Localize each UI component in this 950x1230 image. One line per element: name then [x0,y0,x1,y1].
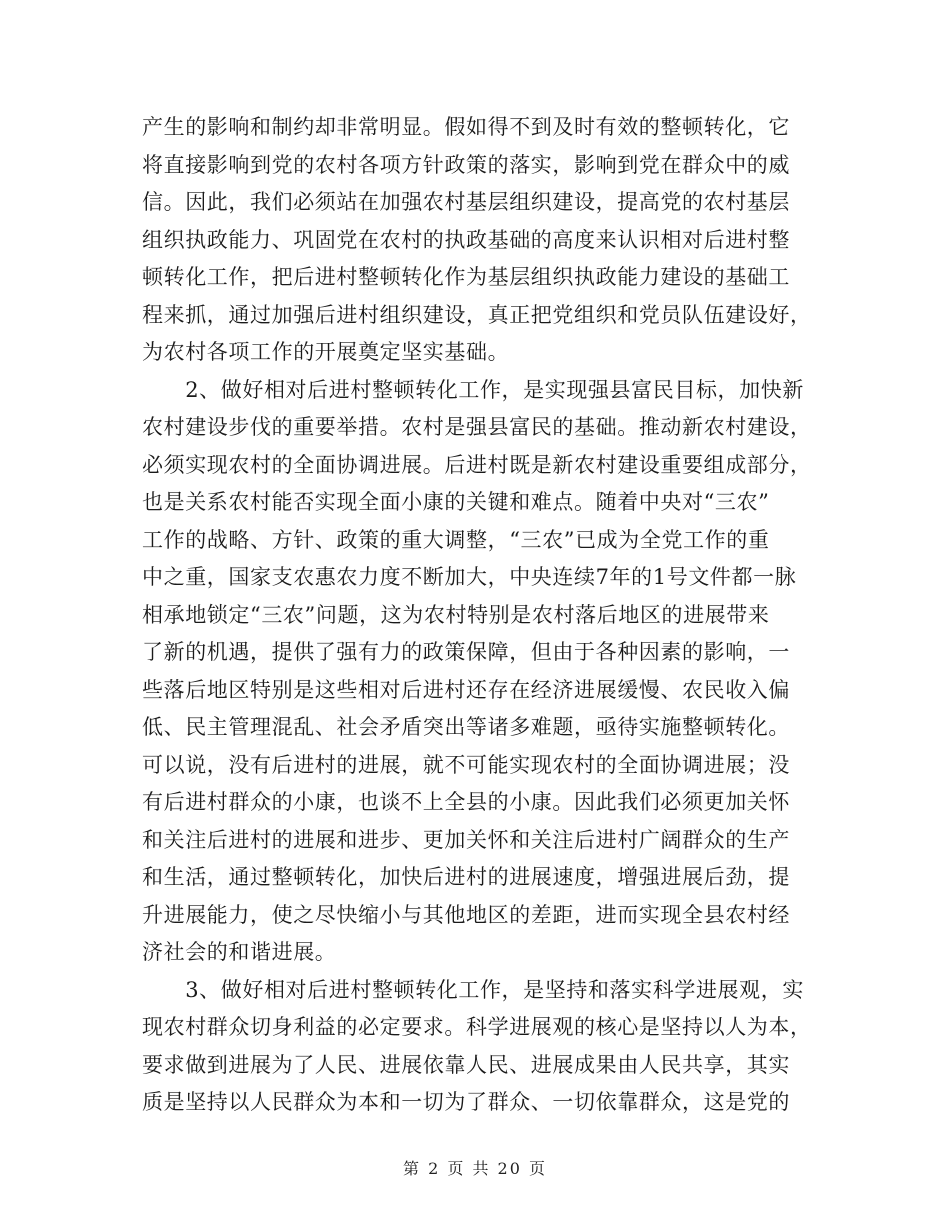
body-text-line: 工作的战略、方针、政策的重大调整，“三农”已成为全党工作的重 [142,528,770,552]
body-text-line: 农村建设步伐的重要举措。农村是强县富民的基础。推动新农村建设， [142,415,812,439]
paragraph-2-start: 2、做好相对后进村整顿转化工作，是实现强县富民目标，加快新 [142,378,804,402]
body-text-line: 质是坚持以人民群众为本和一切为了群众、一切依靠群众，这是党的 [142,1090,790,1114]
body-text-line: 也是关系农村能否实现全面小康的关键和难点。随着中央对“三农” [142,490,770,514]
paragraph-3-start: 3、做好相对后进村整顿转化工作，是坚持和落实科学进展观，实 [142,978,804,1002]
body-text-line: 中之重，国家支农惠农力度不断加大，中央连续7年的1号文件都一脉 [142,565,797,589]
body-text-line: 和关注后进村的进展和进步、更加关怀和关注后进村广阔群众的生产 [142,828,790,852]
body-text-line: 程来抓，通过加强后进村组织建设，真正把党组织和党员队伍建设好， [142,303,812,327]
body-text-line: 要求做到进展为了人民、进展依靠人民、进展成果由人民共享，其实 [142,1053,790,1077]
body-text-line: 信。因此，我们必须站在加强农村基层组织建设，提高党的农村基层 [142,190,790,214]
body-text-line: 和生活，通过整顿转化，加快后进村的进展速度，增强进展后劲，提 [142,865,790,889]
body-text-line: 现农村群众切身利益的必定要求。科学进展观的核心是坚持以人为本， [142,1015,812,1039]
body-text-line: 低、民主管理混乱、社会矛盾突出等诸多难题，亟待实施整顿转化。 [142,715,790,739]
body-text-line: 顿转化工作，把后进村整顿转化作为基层组织执政能力建设的基础工 [142,265,790,289]
body-text-line: 相承地锁定“三农”问题，这为农村特别是农村落后地区的进展带来 [142,603,770,627]
body-text-line: 些落后地区特别是这些相对后进村还存在经济进展缓慢、农民收入偏 [142,678,790,702]
body-text-line: 产生的影响和制约却非常明显。假如得不到及时有效的整顿转化，它 [142,115,790,139]
page-number-footer: 第 2 页 共 20 页 [403,1159,547,1178]
body-text-line: 组织执政能力、巩固党在农村的执政基础的高度来认识相对后进村整 [142,228,790,252]
body-text-line: 可以说，没有后进村的进展，就不可能实现农村的全面协调进展；没 [142,753,790,777]
body-text-line: 将直接影响到党的农村各项方针政策的落实，影响到党在群众中的威 [142,153,790,177]
body-text-line: 济社会的和谐进展。 [142,940,337,964]
body-text-line: 升进展能力，使之尽快缩小与其他地区的差距，进而实现全县农村经 [142,903,790,927]
body-text-line: 必须实现农村的全面协调进展。后进村既是新农村建设重要组成部分， [142,453,812,477]
body-text-line: 有后进村群众的小康，也谈不上全县的小康。因此我们必须更加关怀 [142,790,790,814]
body-text-line: 了新的机遇，提供了强有力的政策保障，但由于各种因素的影响，一 [142,640,790,664]
body-text-line: 为农村各项工作的开展奠定坚实基础。 [142,340,510,364]
